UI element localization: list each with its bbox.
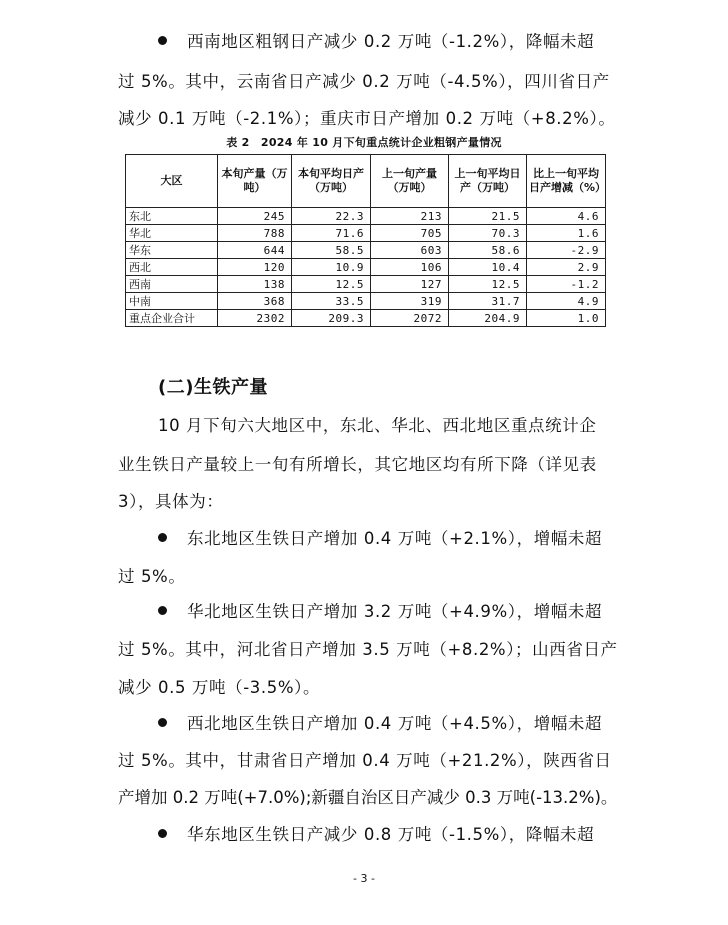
header-prev-daily: 上一旬平均日产（万吨） [449, 155, 527, 208]
value-cell: 71.6 [292, 225, 371, 242]
region-cell: 华北 [126, 225, 218, 242]
value-cell: 245 [218, 208, 292, 225]
value-cell: -2.9 [527, 242, 606, 259]
region-cell: 华东 [126, 242, 218, 259]
p3-line-1: 东北地区生铁日产增加 0.4 万吨（+2.1%），增幅未超 [158, 527, 602, 551]
table-row [126, 225, 606, 242]
value-cell: -1.2 [527, 276, 606, 293]
table-total-row [126, 310, 606, 327]
table-row [126, 259, 606, 276]
value-cell: 12.5 [292, 276, 371, 293]
value-cell: 33.5 [292, 293, 371, 310]
header-current-output: 本旬产量（万吨） [218, 155, 292, 208]
header-current-daily: 本旬平均日产（万吨） [292, 155, 371, 208]
section-heading: (二)生铁产量 [158, 377, 268, 398]
value-cell: 22.3 [292, 208, 371, 225]
p5-line-2: 过 5%。其中，甘肃省日产增加 0.4 万吨（+21.2%），陕西省日 [118, 751, 612, 770]
table-row [126, 208, 606, 225]
value-cell: 10.4 [449, 259, 527, 276]
value-cell: 2072 [371, 310, 449, 327]
table-row [126, 276, 606, 293]
p2-line-1: 10 月下旬六大地区中，东北、华北、西北地区重点统计企 [158, 416, 597, 435]
bullet-icon [158, 606, 167, 615]
steel-output-table [125, 154, 606, 327]
region-cell: 西南 [126, 276, 218, 293]
value-cell: 58.5 [292, 242, 371, 259]
value-cell: 368 [218, 293, 292, 310]
value-cell: 10.9 [292, 259, 371, 276]
region-cell: 西北 [126, 259, 218, 276]
value-cell: 788 [218, 225, 292, 242]
value-cell: 319 [371, 293, 449, 310]
value-cell: 603 [371, 242, 449, 259]
p4-line-1: 华北地区生铁日产增加 3.2 万吨（+4.9%），增幅未超 [158, 600, 602, 624]
value-cell: 31.7 [449, 293, 527, 310]
bullet-icon [158, 533, 167, 542]
region-cell: 东北 [126, 208, 218, 225]
p2-line-2: 业生铁日产量较上一旬有所增长，其它地区均有所下降（详见表 [118, 455, 597, 474]
p6-line-1: 华东地区生铁日产减少 0.8 万吨（-1.5%），降幅未超 [158, 823, 594, 847]
p3-line-2: 过 5%。 [118, 567, 186, 586]
table-row [126, 293, 606, 310]
value-cell: 120 [218, 259, 292, 276]
value-cell: 209.3 [292, 310, 371, 327]
bullet-icon [158, 36, 167, 45]
p5-line-1: 西北地区生铁日产增加 0.4 万吨（+4.5%），增幅未超 [158, 712, 602, 736]
bullet-icon [158, 718, 167, 727]
value-cell: 70.3 [449, 225, 527, 242]
value-cell: 1.6 [527, 225, 606, 242]
region-cell: 中南 [126, 293, 218, 310]
value-cell: 204.9 [449, 310, 527, 327]
table-header-row [126, 155, 606, 208]
header-region: 大区 [126, 155, 218, 208]
bullet-icon [158, 829, 167, 838]
p1-line-1: 西南地区粗钢日产减少 0.2 万吨（-1.2%），降幅未超 [158, 30, 594, 54]
value-cell: 1.0 [527, 310, 606, 327]
p5-line-3: 产增加 0.2 万吨(+7.0%);新疆自治区日产减少 0.3 万吨(-13.2%)。 [118, 788, 618, 807]
p2-line-3: 3），具体为： [118, 492, 224, 511]
value-cell: 21.5 [449, 208, 527, 225]
p4-line-3: 减少 0.5 万吨（-3.5%）。 [118, 678, 321, 697]
value-cell: 12.5 [449, 276, 527, 293]
p1-line-2: 过 5%。其中，云南省日产减少 0.2 万吨（-4.5%），四川省日产 [118, 72, 610, 91]
value-cell: 4.9 [527, 293, 606, 310]
value-cell: 213 [371, 208, 449, 225]
header-prev-output: 上一旬产量（万吨） [371, 155, 449, 208]
value-cell: 58.6 [449, 242, 527, 259]
value-cell: 705 [371, 225, 449, 242]
value-cell: 138 [218, 276, 292, 293]
value-cell: 2302 [218, 310, 292, 327]
value-cell: 127 [371, 276, 449, 293]
table-row [126, 242, 606, 259]
p4-line-2: 过 5%。其中，河北省日产增加 3.5 万吨（+8.2%）；山西省日产 [118, 640, 618, 659]
region-cell: 重点企业合计 [126, 310, 218, 327]
value-cell: 106 [371, 259, 449, 276]
table-caption: 表 2 2024 年 10 月下旬重点统计企业粗钢产量情况 [226, 136, 502, 149]
value-cell: 4.6 [527, 208, 606, 225]
page-number: - 3 - [353, 872, 375, 885]
value-cell: 2.9 [527, 259, 606, 276]
header-change: 比上一旬平均日产增减（%） [527, 155, 606, 208]
value-cell: 644 [218, 242, 292, 259]
p1-line-3: 减少 0.1 万吨（-2.1%）；重庆市日产增加 0.2 万吨（+8.2%）。 [118, 109, 616, 128]
